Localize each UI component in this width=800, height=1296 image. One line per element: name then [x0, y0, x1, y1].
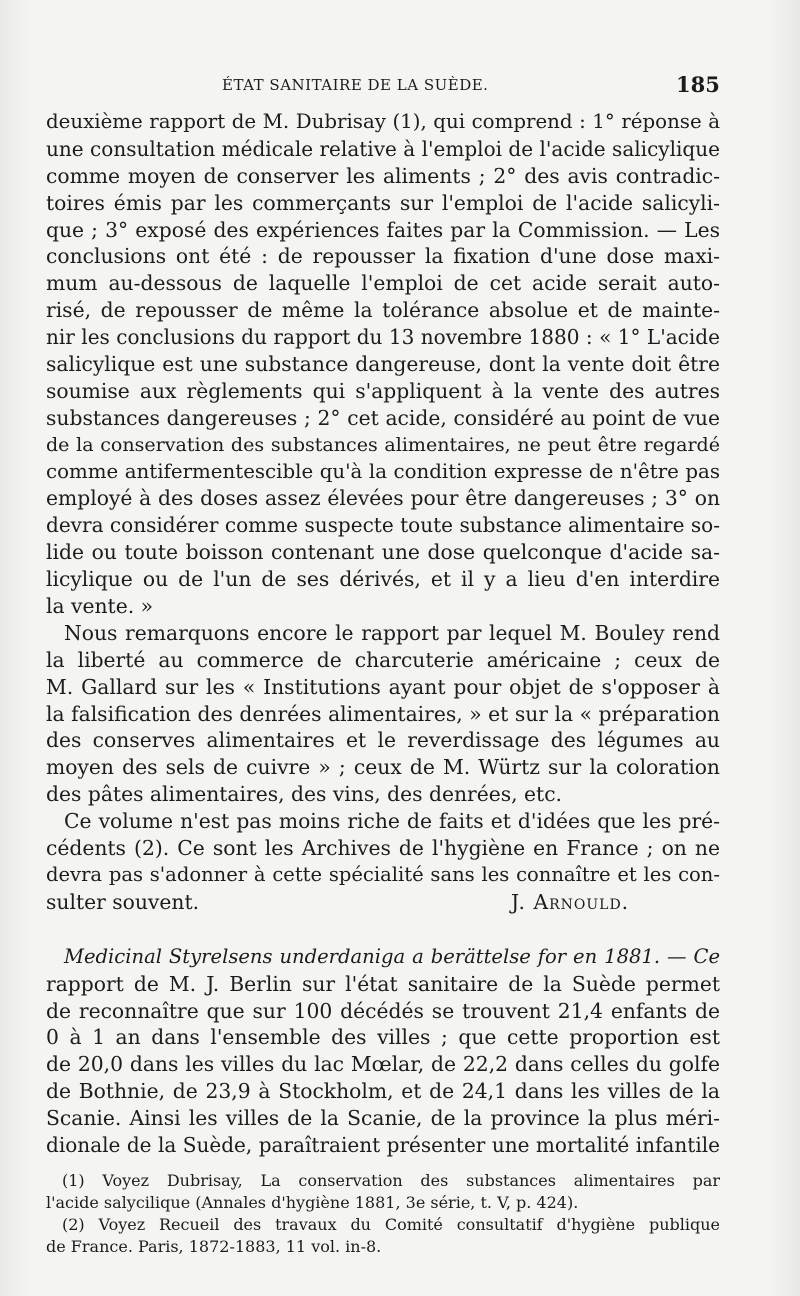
text-line: la liberté au commerce de charcuterie américaine ; ceux de [46, 647, 720, 672]
text-line: mum au-dessous de laquelle l'emploi de cet acide serait auto- [46, 271, 720, 296]
text-line: employé à des doses assez élevées pour être dangereuses ; 3° on [46, 486, 720, 511]
text-line: comme moyen de conserver les aliments ; 2° des avis contradic- [46, 163, 720, 188]
text-line: nir les conclusions du rapport du 13 novembre 1880 : « 1° L'acide [46, 325, 720, 350]
text-line: toires émis par les commerçants sur l'emploi de l'acide salicyli- [46, 190, 720, 215]
text-line: rapport de M. J. Berlin sur l'état sanitaire de la Suède permet [46, 971, 720, 996]
footnote-line: de France. Paris, 1872-1883, 11 vol. in-8. [46, 1237, 382, 1256]
text-line: de Bothnie, de 23,9 à Stockholm, et de 24,1 dans les villes de la [46, 1079, 720, 1104]
text-line: cédents (2). Ce sont les Archives de l'hygiène en France ; on ne [46, 836, 720, 861]
text-line: soumise aux règlements qui s'appliquent à la vente des autres [46, 378, 720, 403]
text-line: la vente. » [46, 594, 154, 619]
text-line: une consultation médicale relative à l'emploi de l'acide salicylique [46, 136, 720, 161]
page-number: 185 [676, 72, 720, 97]
text-line: conclusions ont été : de repousser la fixation d'une dose maxi- [46, 244, 720, 269]
footnotes [46, 1170, 720, 1258]
text-line: Nous remarquons encore le rapport par lequel M. Bouley rend [64, 620, 720, 645]
text-line: substances dangereuses ; 2° cet acide, considéré au point de vue [46, 405, 720, 430]
text-line: des conserves alimentaires et le reverdissage des légumes au [46, 728, 720, 753]
text-line: Ce volume n'est pas moins riche de faits et d'idées que les pré- [64, 809, 720, 834]
paragraph-3 [46, 808, 720, 916]
text-line: des pâtes alimentaires, des vins, des denrées, etc. [46, 782, 563, 807]
text-line: dionale de la Suède, paraîtraient présenter une mortalité infantile [46, 1132, 720, 1157]
footnote-line: l'acide salycilique (Annales d'hygiène 1881, 3e série, t. V, p. 424). [46, 1193, 579, 1212]
paragraph-2 [46, 620, 720, 808]
running-head-title: ÉTAT SANITAIRE DE LA SUÈDE. [222, 76, 489, 94]
text-line: moyen des sels de cuivre » ; ceux de M. Würtz sur la coloration [46, 755, 720, 780]
paragraph-1 [46, 109, 720, 620]
text-line: 0 à 1 an dans l'ensemble des villes ; que cette proportion est [46, 1025, 720, 1050]
text-line: risé, de repousser de même la tolérance absolue et de mainte- [46, 298, 720, 323]
text-line: comme antifermentescible qu'à la condition expresse de n'être pas [46, 459, 720, 483]
text-line: Medicinal Styrelsens underdaniga a berättelse for en 1881. — Ce [64, 944, 720, 968]
paragraph-4 [46, 944, 720, 1159]
text-line: devra considérer comme suspecte toute substance alimentaire so- [46, 513, 720, 538]
text-line-content: sulter souvent. [46, 889, 200, 914]
text-line: M. Gallard sur les « Institutions ayant pour objet de s'opposer à [46, 674, 720, 699]
text-line [46, 889, 720, 916]
text-line: de la conservation des substances alimentaires, ne peut être regardé [46, 433, 720, 456]
running-head [0, 72, 800, 102]
text-line: de 20,0 dans les villes du lac Mœlar, de 22,2 dans celles du golfe [46, 1052, 720, 1077]
text-line: devra pas s'adonner à cette spécialité sans les connaître et les con- [46, 862, 720, 886]
text-line: deuxième rapport de M. Dubrisay (1), qui comprend : 1° réponse à [46, 110, 720, 133]
text-line: salicylique est une substance dangereuse, dont la vente doit être [46, 352, 720, 377]
text-line: licylique ou de l'un de ses dérivés, et il y a lieu d'en interdire [46, 567, 720, 592]
text-line: de reconnaître que sur 100 décédés se trouvent 21,4 enfants de [46, 998, 720, 1023]
footnote-line: (2) Voyez Recueil des travaux du Comité consultatif d'hygiène publique [62, 1215, 720, 1234]
text-line: Scanie. Ainsi les villes de la Scanie, de la province la plus méri- [46, 1106, 720, 1131]
author-signature: J. Arnould. [511, 889, 630, 914]
footnote-line: (1) Voyez Dubrisay, La conservation des substances alimentaires par [62, 1171, 720, 1190]
text-line: que ; 3° exposé des expériences faites par la Commission. — Les [46, 217, 720, 242]
section-gap [46, 916, 720, 944]
text-line: lide ou toute boisson contenant une dose quelconque d'acide sa- [46, 540, 720, 565]
text-line: la falsification des denrées alimentaires, » et sur la « préparation [46, 701, 720, 726]
body-text [46, 109, 720, 1159]
